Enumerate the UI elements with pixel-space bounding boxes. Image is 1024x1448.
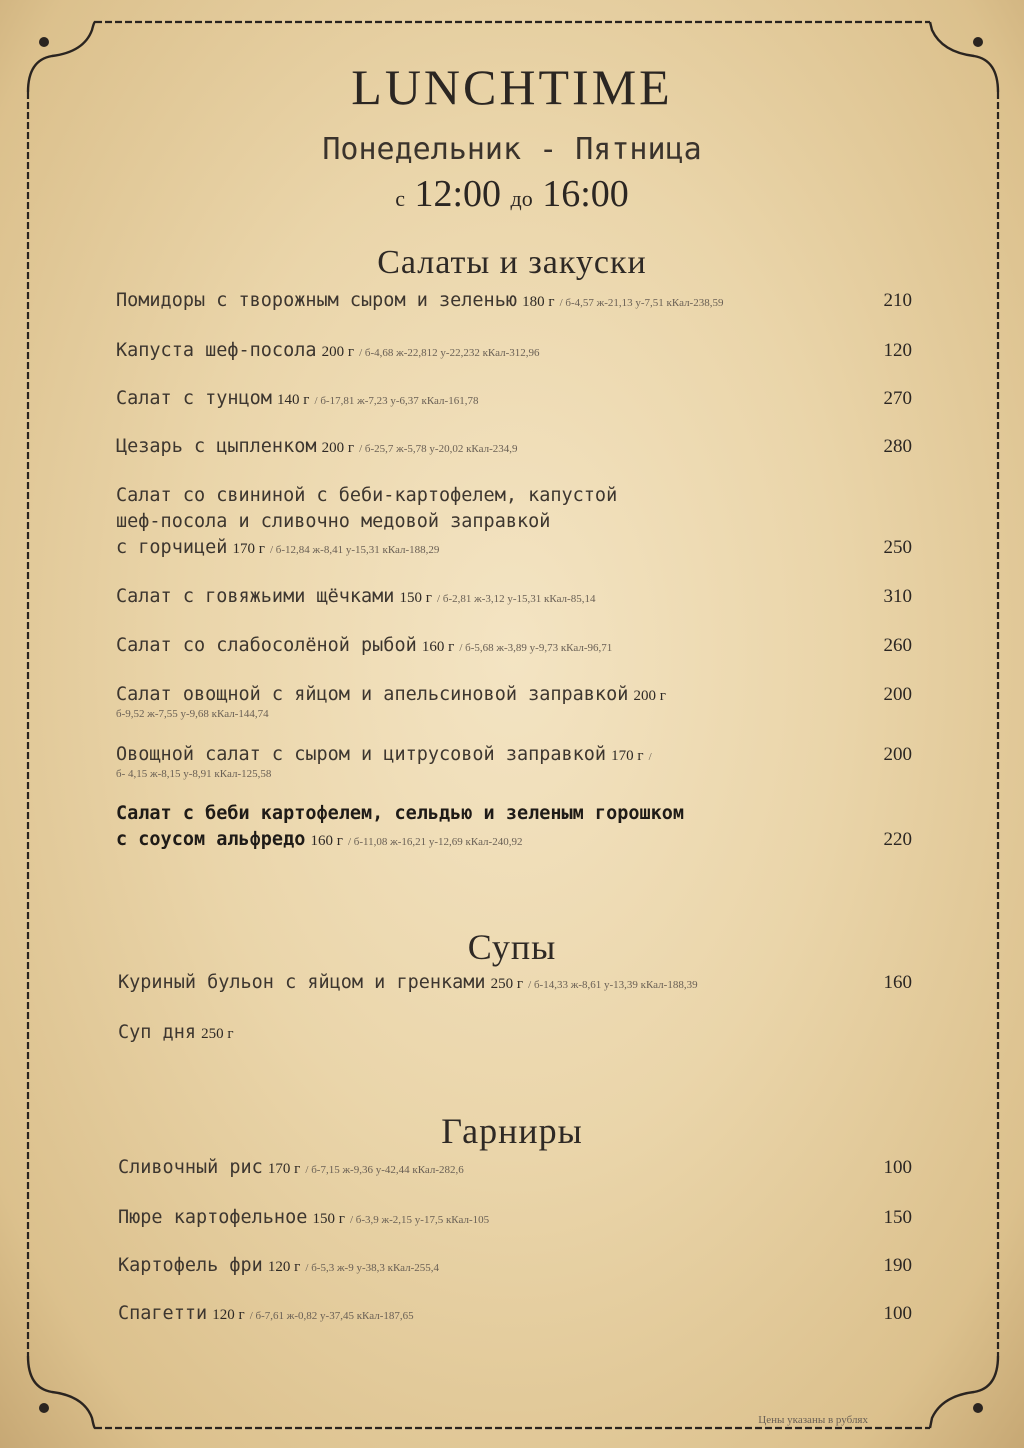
item-weight: 120 г: [212, 1307, 245, 1323]
item-price: 190: [883, 1255, 912, 1276]
item-weight: 200 г: [633, 688, 666, 704]
item-weight: 180 г: [522, 294, 555, 310]
item-nutrition: / б-5,68 ж-3,89 у-9,73 кКал-96,71: [459, 642, 613, 654]
section-title-salads: Салаты и закуски: [377, 244, 647, 281]
section-title-sides: Гарниры: [441, 1111, 583, 1151]
menu-item: [116, 434, 916, 460]
item-weight: 160 г: [310, 833, 343, 849]
menu-item: [118, 1253, 918, 1279]
item-price: 120: [883, 340, 912, 361]
item-weight: 200 г: [321, 440, 354, 456]
menu-item: [116, 633, 916, 659]
item-nutrition: / б-4,57 ж-21,13 у-7,51 кКал-238,59: [559, 297, 724, 309]
menu-item: [118, 1155, 918, 1181]
menu-item: [118, 1020, 918, 1046]
item-name-line-3: с горчицей: [116, 537, 228, 558]
item-weight: 250 г: [201, 1026, 234, 1042]
item-price: 310: [883, 586, 912, 607]
item-price: 100: [883, 1157, 912, 1178]
item-price: 200: [883, 684, 912, 705]
item-weight: 200 г: [321, 344, 354, 360]
item-weight: 160 г: [421, 639, 455, 655]
hours-from-prefix: с: [395, 186, 405, 211]
item-name: Салат овощной с яйцом и апельсиновой заправкой: [116, 684, 629, 705]
item-price: 160: [883, 972, 912, 993]
menu-item: [116, 801, 916, 853]
item-nutrition: / б-7,61 ж-0,82 у-37,45 кКал-187,65: [249, 1310, 414, 1322]
item-price: 210: [883, 290, 912, 311]
item-name-line-2: шеф-посола и сливочно медовой заправкой: [116, 511, 551, 532]
item-price: 220: [883, 829, 912, 850]
item-nutrition: / б-14,33 ж-8,61 у-13,39 кКал-188,39: [528, 979, 698, 991]
currency-note: Цены указаны в рублях: [758, 1414, 868, 1426]
item-weight: 120 г: [267, 1259, 301, 1275]
item-price: 250: [883, 537, 912, 558]
item-price: 100: [883, 1303, 912, 1324]
menu-item: [116, 742, 916, 780]
item-weight: 140 г: [277, 392, 310, 408]
item-nutrition: б- 4,15 ж-8,15 у-8,91 кКал-125,58: [116, 768, 272, 780]
item-weight-suffix: /: [648, 751, 652, 763]
menu-title: LUNCHTIME: [351, 59, 673, 115]
menu-item: [118, 970, 918, 996]
item-price: 270: [883, 388, 912, 409]
item-nutrition: / б-2,81 ж-3,12 у-15,31 кКал-85,14: [437, 593, 596, 605]
item-weight: 170 г: [611, 748, 644, 764]
hours-to-prefix: до: [510, 186, 533, 211]
item-weight: 150 г: [399, 590, 432, 606]
item-weight: 170 г: [232, 541, 265, 557]
item-nutrition: / б-7,15 ж-9,36 у-42,44 кКал-282,6: [305, 1164, 464, 1176]
item-weight: 150 г: [312, 1211, 345, 1227]
item-name: Картофель фри: [118, 1255, 263, 1276]
item-name: Цезарь с цыпленком: [116, 436, 317, 457]
item-price: 200: [883, 744, 912, 765]
item-name: Салат с говяжьими щёчками: [116, 586, 395, 607]
menu-item: [116, 338, 916, 364]
item-weight: 170 г: [267, 1161, 301, 1177]
item-nutrition: / б-5,3 ж-9 у-38,3 кКал-255,4: [305, 1262, 440, 1274]
section-title-soups: Супы: [467, 927, 557, 967]
hours-from: 12:00: [414, 173, 502, 215]
menu-item: [116, 682, 916, 720]
item-nutrition: / б-3,9 ж-2,15 у-17,5 кКал-105: [349, 1214, 490, 1226]
item-nutrition: / б-25,7 ж-5,78 у-20,02 кКал-234,9: [359, 443, 518, 455]
item-nutrition: / б-17,81 ж-7,23 у-6,37 кКал-161,78: [314, 395, 479, 407]
service-days: Понедельник - Пятница: [322, 132, 702, 167]
item-name: Пюре картофельное: [118, 1207, 308, 1228]
item-name-line-2: с соусом альфредо: [116, 829, 306, 850]
menu-item: [118, 1205, 918, 1231]
item-nutrition: / б-4,68 ж-22,812 у-22,232 кКал-312,96: [359, 347, 540, 359]
item-name: Капуста шеф-посола: [116, 340, 317, 361]
menu-item: [116, 584, 916, 610]
item-name: Спагетти: [118, 1303, 208, 1324]
item-price: 260: [883, 635, 912, 656]
hours-to: 16:00: [542, 173, 629, 215]
item-name-line-1: Салат со свининой с беби-картофелем, капустой: [116, 485, 618, 506]
item-weight: 250 г: [490, 976, 524, 992]
item-name: Овощной салат с сыром и цитрусовой заправкой: [116, 744, 607, 765]
item-price: 280: [883, 436, 912, 457]
item-name: Салат со слабосолёной рыбой: [116, 635, 417, 656]
menu-item: [116, 483, 916, 561]
service-hours: [0, 172, 1024, 216]
item-nutrition: / б-11,08 ж-16,21 у-12,69 кКал-240,92: [347, 836, 523, 848]
item-nutrition: б-9,52 ж-7,55 у-9,68 кКал-144,74: [116, 708, 269, 720]
item-name: Помидоры с творожным сыром и зеленью: [116, 290, 517, 311]
item-name: Салат с тунцом: [116, 388, 272, 409]
menu-item: [116, 288, 916, 314]
item-name-line-1: Салат с беби картофелем, сельдью и зеленым горошком: [116, 803, 685, 824]
item-nutrition: / б-12,84 ж-8,41 у-15,31 кКал-188,29: [269, 544, 440, 556]
menu-item: [116, 386, 916, 412]
item-name: Куриный бульон с яйцом и гренками: [118, 972, 486, 993]
menu-item: [118, 1301, 918, 1327]
item-name: Суп дня: [118, 1022, 196, 1043]
item-price: 150: [883, 1207, 912, 1228]
item-name: Сливочный рис: [118, 1157, 263, 1178]
